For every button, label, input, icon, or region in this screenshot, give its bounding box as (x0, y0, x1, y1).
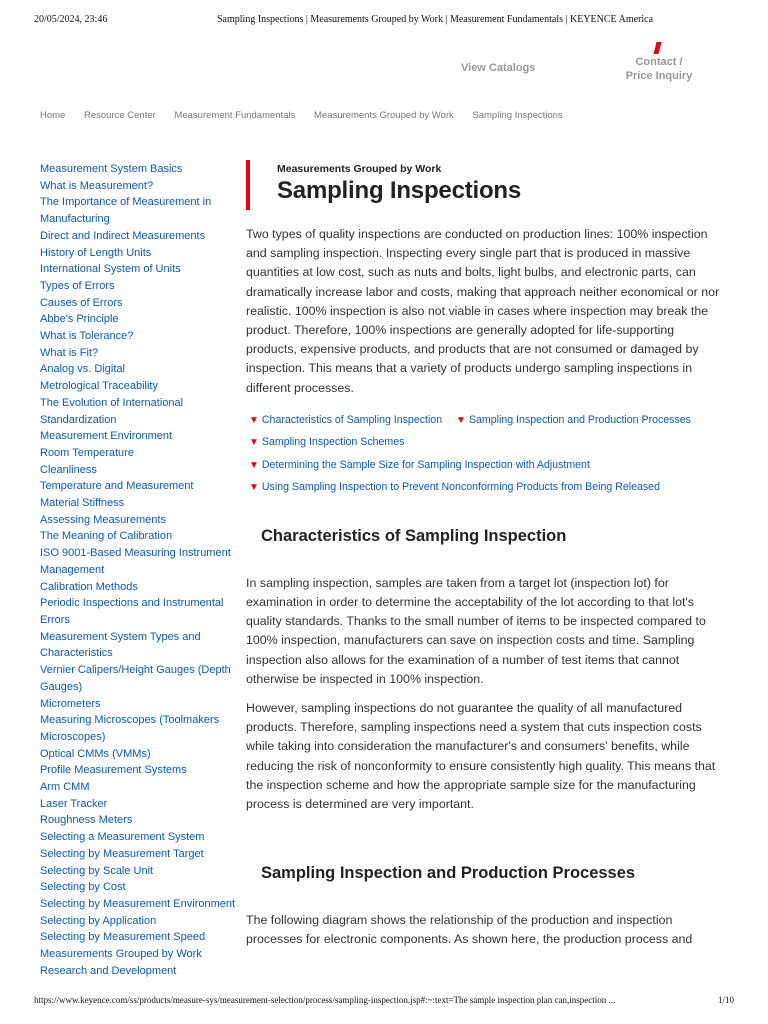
sidebar-link[interactable]: Direct and Indirect Measurements (40, 229, 206, 242)
sidebar-link[interactable]: Selecting by Measurement Target (40, 847, 204, 860)
sidebar-link[interactable]: Analog vs. Digital (40, 363, 125, 376)
print-footer (34, 995, 734, 1009)
intro-paragraph: Two types of quality inspections are conducted on production lines: 100% inspection and sampling inspection. Inspecting every single part that is produced in massive quantities at low cost, such as nuts and bolts, light bulbs, and electronic parts, can dramatically increase labor and costs, making that approach neither economical or nor realistic. 100% inspection is also not viable in cases where inspection may break the product. Therefore, 100% inspections are generally adopted for life-supporting products, expensive products, and products that are not consumed or damaged by inspection. This means that a variety of products undergo sampling inspections in different processes. (246, 227, 720, 395)
sidebar-link[interactable]: Calibration Methods (40, 580, 138, 593)
sidebar-link[interactable]: Material Stiffness (40, 497, 125, 510)
toc-label: Using Sampling Inspection to Prevent Nonconforming Products from Being Released (261, 481, 660, 494)
main-content (246, 160, 722, 950)
sidebar-link[interactable]: Research and Development (40, 964, 177, 977)
sidebar-link[interactable]: Measurement System Basics (40, 163, 183, 175)
breadcrumb-current-page: Sampling Inspections (472, 110, 563, 121)
down-arrow-icon: ▼ (249, 482, 259, 494)
section-heading-characteristics: Characteristics of Sampling Inspection (261, 526, 567, 545)
sidebar-link[interactable]: Vernier Calipers/Height Gauges (Depth Gauges) (40, 664, 231, 693)
sidebar-link[interactable]: Temperature and Measurement (40, 480, 194, 493)
sidebar-link[interactable]: Types of Errors (40, 279, 115, 292)
print-url: https://www.keyence.com/ss/products/measure-sys/measurement-selection/process/sampling-inspection.jsp#:~:text=The sample inspection plan can,inspection ... (34, 995, 616, 1005)
sidebar-link[interactable]: Selecting a Measurement System (40, 831, 205, 844)
toc-label: Determining the Sample Size for Sampling Inspection with Adjustment (261, 458, 590, 471)
sidebar-link[interactable]: Measuring Microscopes (Toolmakers Microscopes) (40, 714, 220, 743)
sidebar-link[interactable]: Selecting by Measurement Speed (40, 931, 206, 944)
sidebar-link[interactable]: Profile Measurement Systems (40, 764, 187, 777)
section-heading-production-processes: Sampling Inspection and Production Processes (261, 864, 636, 883)
sidebar-link[interactable]: Causes of Errors (40, 296, 123, 309)
toc-link-production-processes[interactable] (453, 414, 691, 426)
print-header (34, 14, 734, 28)
brand-red-mark (654, 42, 662, 54)
breadcrumb-measurements-grouped-by-work[interactable]: Measurements Grouped by Work (314, 110, 454, 121)
sidebar-link[interactable]: Optical CMMs (VMMs) (40, 747, 151, 760)
section2-paragraph-1: The following diagram shows the relationship of the production and inspection processes for electronic components. As shown here, the production process and (246, 913, 693, 947)
sidebar-link[interactable]: The Evolution of International Standardization (40, 396, 184, 426)
print-title: Sampling Inspections | Measurements Grouped by Work | Measurement Fundamentals | KEYENCE America (217, 14, 654, 25)
table-of-contents (246, 414, 722, 504)
sidebar-link[interactable]: The Meaning of Calibration (40, 530, 173, 543)
sidebar-link[interactable]: Arm CMM (40, 781, 90, 794)
sidebar-link[interactable]: Selecting by Application (40, 914, 157, 927)
breadcrumb-home[interactable]: Home (40, 110, 66, 121)
contact-label-line1: Contact / (635, 56, 683, 68)
faded-logo-area (40, 44, 370, 96)
title-block (246, 160, 722, 210)
contact-label-line2: Price Inquiry (625, 70, 693, 82)
toc-link-characteristics[interactable] (246, 414, 442, 426)
down-arrow-icon: ▼ (249, 437, 259, 449)
sidebar-link[interactable]: History of Length Units (40, 246, 152, 259)
toc-label: Sampling Inspection Schemes (261, 436, 405, 449)
toc-link-sample-size[interactable] (246, 459, 590, 471)
toc-link-schemes[interactable] (246, 436, 404, 448)
page-kicker: Measurements Grouped by Work (277, 163, 442, 175)
sidebar-link[interactable]: What is Fit? (40, 346, 99, 359)
section1-paragraph-1: In sampling inspection, samples are taken from a target lot (inspection lot) for examination in order to determine the acceptability of the lot according to that lot's quality standards. Thanks to the small number of items to be inspected compared to 100% inspection, manufacturers can save on inspection costs and time. Sampling inspection also allows for the examination of a number of test items that cannot otherwise be inspected in 100% inspection. (246, 575, 706, 686)
sidebar-link[interactable]: ISO 9001-Based Measuring Instrument Management (40, 547, 231, 576)
print-page-number: 1/10 (717, 995, 734, 1005)
sidebar-link[interactable]: International System of Units (40, 263, 181, 276)
sidebar-link[interactable]: What is Tolerance? (40, 330, 134, 343)
sidebar-link[interactable]: Assessing Measurements (40, 513, 166, 526)
sidebar-link[interactable]: Abbe's Principle (40, 313, 119, 326)
sidebar-nav (40, 161, 240, 979)
sidebar-link[interactable]: Selecting by Measurement Environment (40, 897, 236, 910)
site-header (0, 30, 768, 100)
sidebar-link[interactable]: Roughness Meters (40, 814, 133, 827)
contact-price-inquiry-link[interactable] (620, 55, 698, 83)
breadcrumb-resource-center[interactable]: Resource Center (83, 110, 156, 121)
sidebar-link[interactable]: Measurement Environment (40, 430, 173, 443)
sidebar-link[interactable]: The Importance of Measurement in Manufacturing (40, 196, 212, 226)
sidebar-link[interactable]: Room Temperature (40, 446, 134, 459)
print-date: 20/05/2024, 23:46 (34, 14, 108, 25)
title-accent-bar (246, 160, 250, 210)
down-arrow-icon: ▼ (249, 459, 259, 471)
view-catalogs-link[interactable]: View Catalogs (461, 62, 536, 74)
down-arrow-icon: ▼ (249, 414, 259, 426)
sidebar-link[interactable]: Micrometers (40, 697, 101, 710)
toc-label: Characteristics of Sampling Inspection (261, 413, 443, 426)
sidebar-link[interactable]: Selecting by Scale Unit (40, 864, 154, 877)
toc-label: Sampling Inspection and Production Processes (468, 413, 691, 426)
page-title: Sampling Inspections (277, 177, 522, 204)
breadcrumb-measurement-fundamentals[interactable]: Measurement Fundamentals (174, 110, 296, 121)
toc-link-nonconforming[interactable] (246, 481, 660, 493)
breadcrumb (40, 110, 563, 121)
sidebar-link[interactable]: Cleanliness (40, 463, 97, 476)
sidebar-link[interactable]: Periodic Inspections and Instrumental Errors (40, 597, 224, 626)
sidebar-link[interactable]: Measurement System Types and Characteristics (40, 630, 201, 660)
sidebar-link[interactable]: What is Measurement? (40, 179, 154, 192)
section1-paragraph-2: However, sampling inspections do not guarantee the quality of all manufactured products. Therefore, sampling inspections need a system that cuts inspection costs while taking into consideration the manufacturer's and consumers' benefits, while reducing the risk of nonconformity to ensure consistently high quality. This means that the inspection scheme and how the appropriate sample size for the manufacturing process is determined are very important. (246, 701, 716, 812)
sidebar-link[interactable]: Selecting by Cost (40, 881, 126, 894)
sidebar-link[interactable]: Measurements Grouped by Work (40, 948, 202, 961)
down-arrow-icon: ▼ (456, 414, 466, 426)
sidebar-link[interactable]: Metrological Traceability (40, 380, 158, 393)
sidebar-link[interactable]: Laser Tracker (40, 797, 108, 810)
